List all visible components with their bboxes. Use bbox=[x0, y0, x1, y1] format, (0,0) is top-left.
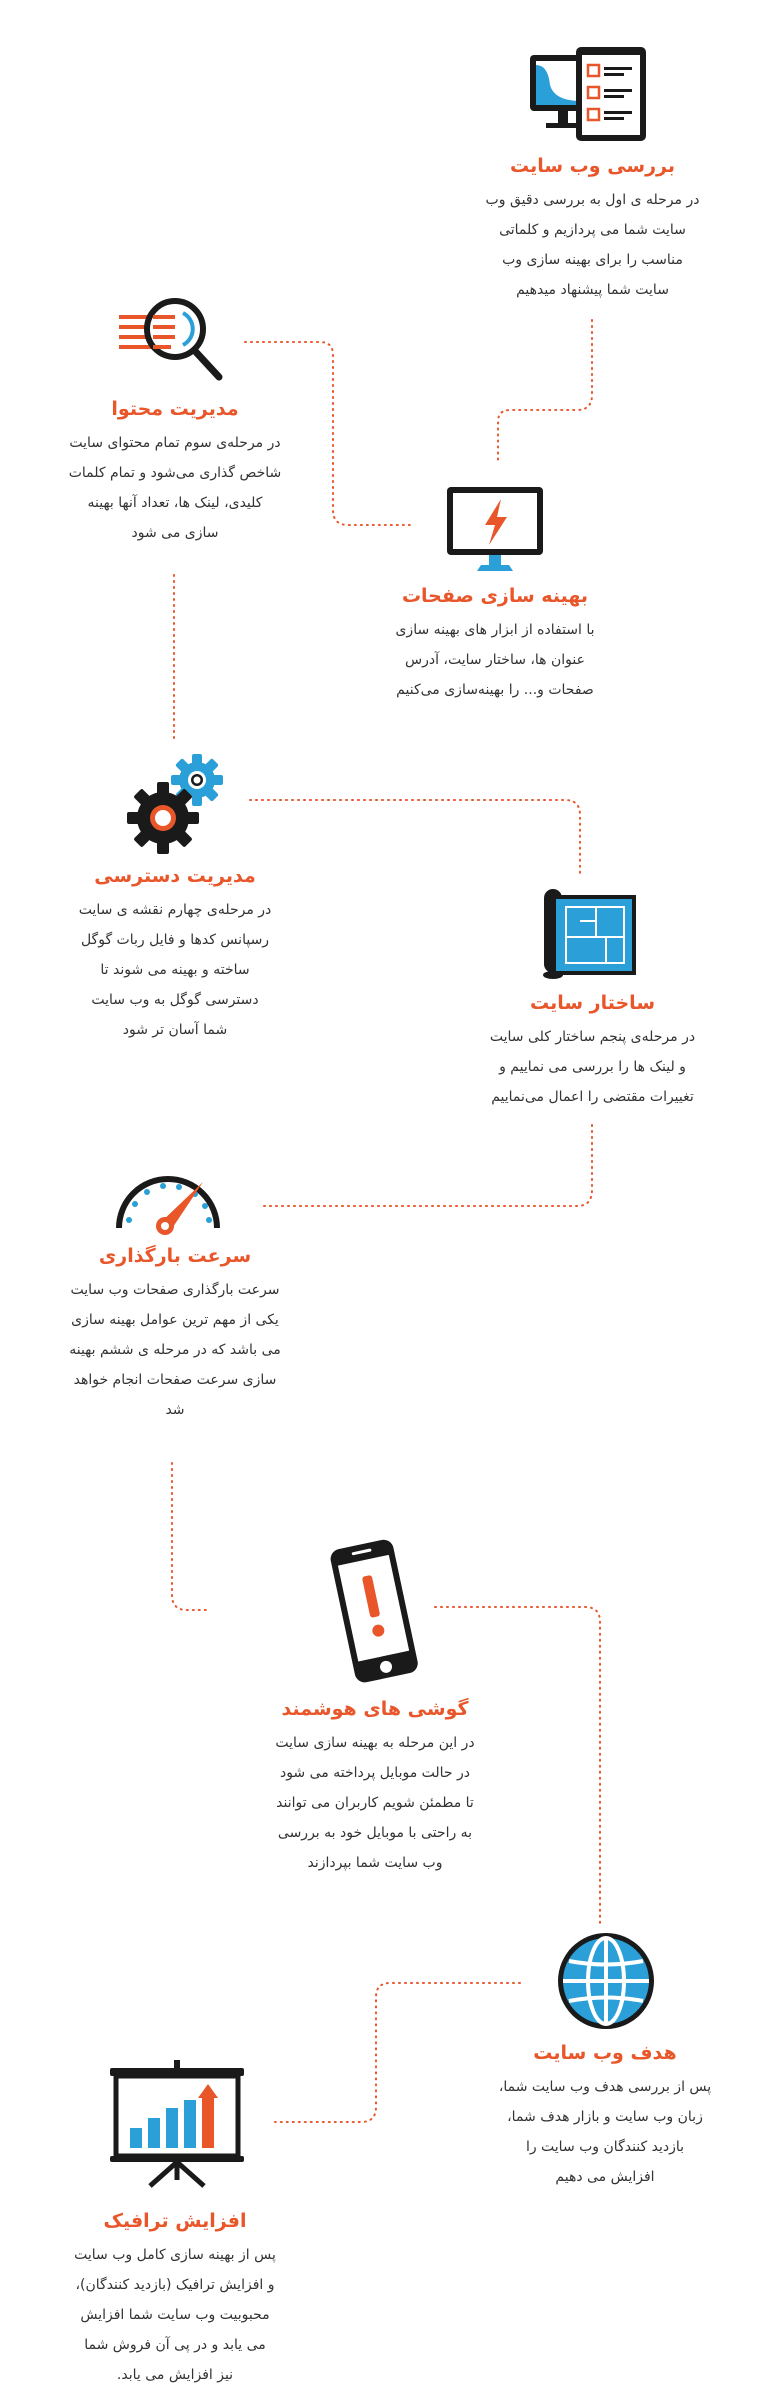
step-title: مدیریت محتوا bbox=[111, 398, 239, 420]
magnifier-document-icon bbox=[115, 293, 230, 392]
step-description: در مرحله‌ی پنجم ساختار کلی سایت و لینک ها را بررسی می نماییم و تغییرات مقتضی را اعمال می‌نماییم bbox=[489, 1029, 696, 1105]
step-load-speed bbox=[40, 1165, 310, 1465]
step-title: بررسی وب سایت bbox=[510, 155, 675, 177]
gears-icon bbox=[125, 750, 225, 864]
blueprint-icon bbox=[540, 887, 640, 986]
step-title: مدیریت دسترسی bbox=[94, 865, 256, 887]
smartphone-alert-icon bbox=[315, 1535, 435, 1699]
step-title: ساختار سایت bbox=[529, 992, 656, 1014]
step-description: با استفاده از ابزار های بهینه سازی عنوان ها، ساختار سایت، آدرس صفحات و... را بهینه‌سازی می‌کنیم bbox=[395, 622, 595, 698]
step-content-management bbox=[40, 290, 310, 560]
step-description: در مرحله‌ی سوم تمام محتوای سایت شاخص گذاری می‌شود و تمام کلمات کلیدی، لینک ها، تعداد آنها بهینه سازی می شود bbox=[68, 435, 282, 541]
step-website-goal bbox=[470, 1925, 740, 2205]
step-title: هدف وب سایت bbox=[533, 2042, 677, 2064]
step-traffic-increase bbox=[40, 2060, 310, 2383]
step-title: افزایش ترافیک bbox=[103, 2210, 247, 2232]
step-website-review bbox=[455, 40, 730, 310]
step-description: در این مرحله به بهینه سازی سایت در حالت موبایل پرداخته می شود تا مطمئن شویم کاربران می توانند به راحتی با موبایل خود به بررسی وب سایت شما بپردازند bbox=[275, 1735, 475, 1871]
step-title: بهینه سازی صفحات bbox=[401, 585, 589, 607]
step-title: سرعت بارگذاری bbox=[98, 1245, 252, 1267]
speedometer-icon bbox=[113, 1170, 223, 1239]
step-page-optimization bbox=[360, 480, 630, 710]
step-description: پس از بررسی هدف وب سایت شما، زبان وب سایت و بازار هدف شما، بازدید کنندگان وب سایت را افزایش می دهیم bbox=[498, 2079, 712, 2185]
step-site-structure bbox=[455, 880, 730, 1120]
step-description: در مرحله ی اول به بررسی دقیق وب سایت شما می پردازیم و کلماتی مناسب را برای بهینه سازی وب سایت شما پیشنهاد میدهیم bbox=[485, 192, 700, 298]
step-access-management bbox=[40, 750, 310, 1050]
step-smartphones bbox=[230, 1535, 520, 1885]
step-description: پس از بهینه سازی کامل وب سایت و افزایش ترافیک (بازدید کنندگان)، محبوبیت وب سایت شما افزایش می یابد و در پی آن فروش شما نیز افزایش می یابد. bbox=[74, 2247, 276, 2383]
checklist-monitor-icon bbox=[528, 45, 653, 149]
step-description: در مرحله‌ی چهارم نقشه ی سایت رسپانس کدها و فایل ربات گوگل ساخته و بهینه می شوند تا دسترسی گوگل به وب سایت شما آسان تر شود bbox=[78, 902, 272, 1038]
globe-icon bbox=[555, 1930, 657, 2036]
step-title: گوشی های هوشمند bbox=[281, 1698, 469, 1720]
monitor-lightning-icon bbox=[445, 485, 545, 579]
presentation-chart-icon bbox=[102, 2060, 252, 2194]
step-description: سرعت بارگذاری صفحات وب سایت یکی از مهم ترین عوامل بهینه سازی می باشد که در مرحله ی ششم بهینه سازی سرعت صفحات انجام خواهد شد bbox=[69, 1282, 281, 1418]
